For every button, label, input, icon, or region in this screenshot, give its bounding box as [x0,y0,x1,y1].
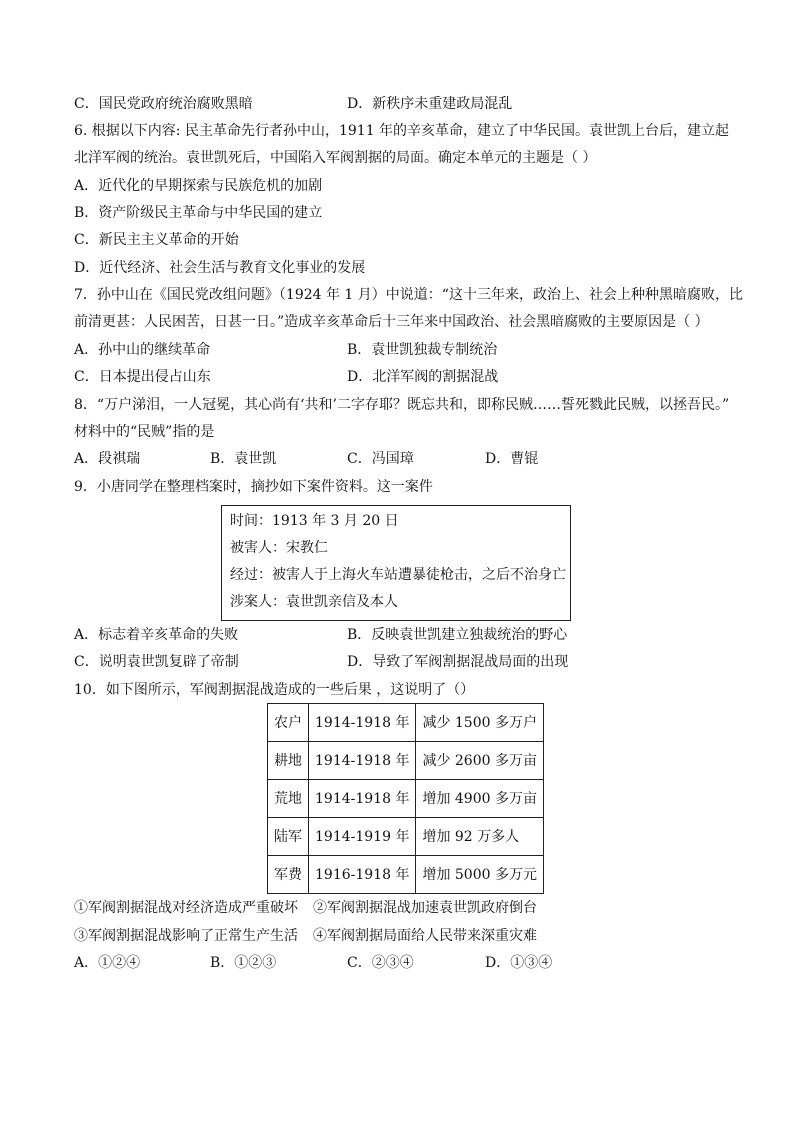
case-time: 时间：1913 年 3 月 20 日 [230,513,399,529]
q8-stem-line2: 材料中的“民贼”指的是 [74,424,215,440]
q8-option-b: B．袁世凯 [210,451,277,467]
table-cell: 增加 5000 多万元 [416,856,544,894]
table-cell: 荒地 [268,780,309,818]
q9-option-c: C．说明袁世凯复辟了帝制 [74,654,239,670]
q6-option-b: B．资产阶级民主革命与中华民国的建立 [74,205,323,221]
q6-stem-line2: 北洋军阀的统治。袁世凯死后，中国陷入军阀割据的局面。确定本单元的主题是（ ） [74,150,597,166]
q8-option-d: D．曹锟 [485,451,539,467]
q6-option-d: D．近代经济、社会生活与教育文化事业的发展 [74,260,366,276]
q9-option-d: D．导致了军阀割据混战局面的出现 [347,654,569,670]
table-cell: 1916-1918 年 [309,856,416,894]
table-cell: 农户 [268,704,309,742]
q7-option-c: C．日本提出侵占山东 [74,369,211,385]
table-cell: 耕地 [268,742,309,780]
q9-option-b: B．反映袁世凯建立独裁统治的野心 [347,627,568,643]
option-d: D．新秩序未重建政局混乱 [347,96,513,112]
q9-stem: 9．小唐同学在整理档案时，摘抄如下案件资料。这一案件 [74,479,433,495]
case-process: 经过：被害人于上海火车站遭暴徒枪击，之后不治身亡 [230,567,566,583]
table-cell: 1914-1918 年 [309,742,416,780]
table-cell: 增加 92 万多人 [416,818,544,856]
q8-option-a: A．段祺瑞 [74,451,141,467]
q6-stem-line1: 6. 根据以下内容: 民主革命先行者孙中山，1911 年的辛亥革命，建立了中华民国。袁世凯上台后，建立起 [74,123,730,139]
q10-statement-3: ③军阀割据混战影响了正常生产生活 [74,928,298,944]
q10-option-b: B．①②③ [210,955,277,971]
q10-option-c: C．②③④ [347,955,414,971]
case-record-box [221,505,571,621]
case-victim: 被害人：宋教仁 [230,540,328,556]
q8-option-c: C．冯国璋 [347,451,414,467]
table-cell: 陆军 [268,818,309,856]
q7-stem-line2: 前清更甚：人民困苦，日甚一日。”造成辛亥革命后十三年来中国政治、社会黑暗腐败的主要原因是（ ） [74,314,709,330]
table-row [268,818,544,856]
table-row [268,704,544,742]
table-cell: 增加 4900 多万亩 [416,780,544,818]
q9-option-a: A．标志着辛亥革命的失败 [74,627,239,643]
q10-statement-1: ①军阀割据混战对经济造成严重破坏 [74,900,298,916]
table-cell: 1914-1918 年 [309,780,416,818]
table-cell: 减少 1500 多万户 [416,704,544,742]
q10-option-a: A．①②④ [74,955,141,971]
q10-option-d: D．①③④ [485,955,553,971]
q7-option-d: D．北洋军阀的割据混战 [347,369,499,385]
q6-option-c: C．新民主主义革命的开始 [74,232,239,248]
table-cell: 军费 [268,856,309,894]
q10-stem: 10．如下图所示，军阀割据混战造成的一些后果 ，这说明了（） [74,682,475,698]
table-cell: 减少 2600 多万亩 [416,742,544,780]
q7-stem-line1: 7．孙中山在《国民党改组问题》（1924 年 1 月）中说道：“这十三年来，政治上、社会上种种黑暗腐败，比 [74,287,743,303]
case-suspect: 涉案人：袁世凯亲信及本人 [230,594,398,610]
q8-stem-line1: 8．“万户涕泪，一人冠冕，其心尚有‘共和’二字存耶？既忘共和，即称民贼……誓死戮此民贼，以拯吾民。” [74,397,730,413]
table-cell: 1914-1918 年 [309,704,416,742]
table-row [268,856,544,894]
q7-option-a: A．孙中山的继续革命 [74,342,211,358]
option-c: C．国民党政府统治腐败黑暗 [74,96,253,112]
q10-statement-2: ②军阀割据混战加速袁世凯政府倒台 [313,900,537,916]
table-row [268,780,544,818]
q7-option-b: B．袁世凯独裁专制统治 [347,342,498,358]
q6-option-a: A．近代化的早期探索与民族危机的加剧 [74,178,323,194]
q10-statement-4: ④军阀割据局面给人民带来深重灾难 [313,928,537,944]
warlord-consequences-table [267,703,544,894]
table-cell: 1914-1919 年 [309,818,416,856]
table-row [268,742,544,780]
